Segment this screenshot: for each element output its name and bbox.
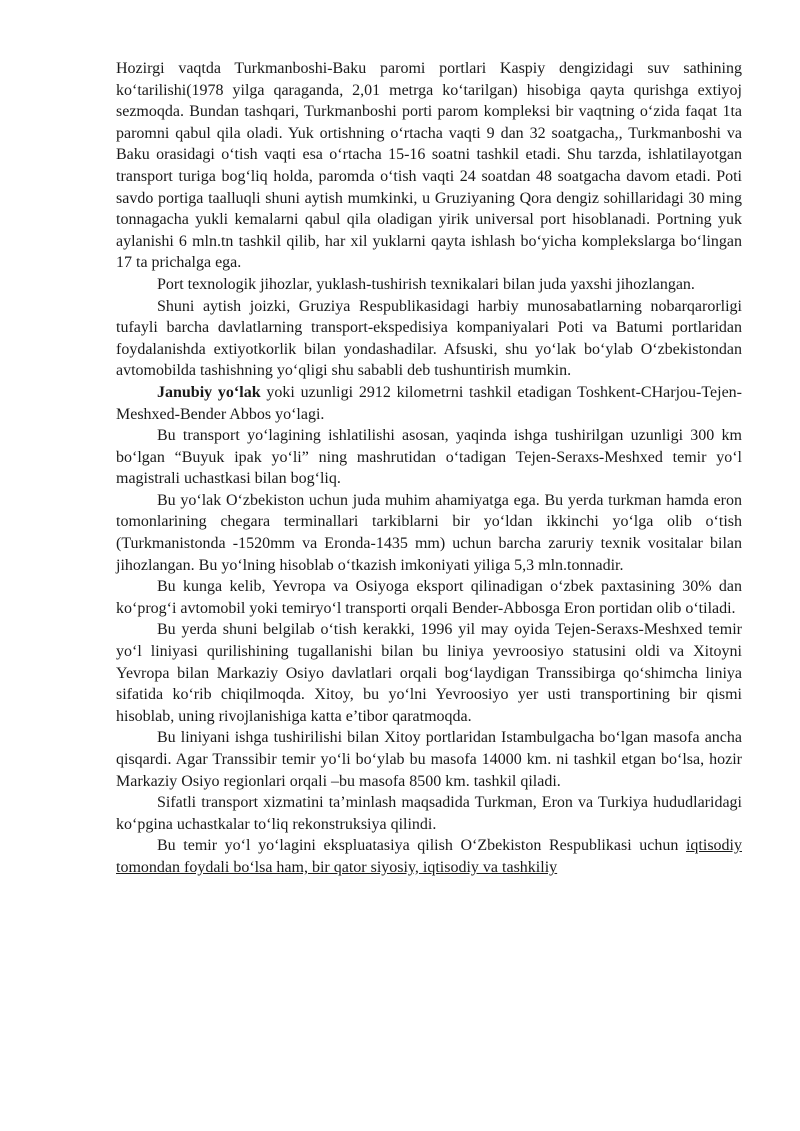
paragraph-5: Bu transport yo‘lagining ishlatilishi asosan, yaqinda ishga tushirilgan uzunligi 300 km bo‘lgan “Buyuk ipak yo‘li” ning mashrutidan o‘tadigan Tejen-Seraxs-Meshxed temir yo‘l magistrali uchastkasi bilan bog‘liq. — [116, 427, 742, 488]
paragraph-2: Port texnologik jihozlar, yuklash-tushirish texnikalari bilan juda yaxshi jihozlangan. — [157, 275, 695, 293]
paragraph-4-text: yoki uzunligi 2912 kilometrni tashkil etadigan Toshkent-CHarjou-Tejen-Meshxed-Bender Abbos yo‘lagi. — [116, 383, 742, 423]
section-heading-southern-corridor: Janubiy yo‘lak — [157, 383, 261, 401]
paragraph-8: Bu yerda shuni belgilab o‘tish kerakki, 1996 yil may oyida Tejen-Seraxs-Meshxed temir yo‘l liniyasi qurilishining tugallanishi bilan bu liniya yevroosiyo statusini oldi va Xitoyni Yevropa bilan Markaziy Osiyo davlatlari orqali bog‘laydigan Transsibirga qo‘shimcha liniya sifatida ko‘rib chiqilmoqda. Xitoy, bu yo‘lni Yevroosiyo yer usti transportining bir qismi hisoblab, uning rivojlanishiga katta e’tibor qaratmoqda. — [116, 621, 742, 725]
paragraph-11 — [116, 835, 742, 878]
paragraph-6: Bu yo‘lak O‘zbekiston uchun juda muhim ahamiyatga ega. Bu yerda turkman hamda eron tomonlarining chegara terminallari tarkiblarni bir yo‘ldan ikkinchi yo‘lga olib o‘tish (Turkmanistonda -1520mm va Eronda-1435 mm) uchun barcha zaruriy texnik vositalar bilan jihozlangan. Bu yo‘lning hisoblab o‘tkazish imkoniyati yiliga 5,3 mln.tonnadir. — [116, 491, 742, 574]
paragraph-10: Sifatli transport xizmatini ta’minlash maqsadida Turkman, Eron va Turkiya hududlaridagi ko‘pgina uchastkalar to‘liq rekonstruksiya qilindi. — [116, 794, 742, 833]
paragraph-11-text: Bu temir yo‘l yo‘lagini ekspluatasiya qilish O‘Zbekiston Respublikasi uchun — [157, 837, 686, 855]
paragraph-3: Shuni aytish joizki, Gruziya Respublikasidagi harbiy munosabatlarning nobarqarorligi tufayli barcha davlatlarning transport-ekspedisiya kompaniyalari Poti va Batumi portlaridan foydalanishda extiyotkorlik bilan yondashadilar. Afsuski, shu yo‘lak bo‘ylab O‘zbekistondan avtomobilda tashishning yo‘qligi shu sababli deb tushuntirish mumkin. — [116, 297, 742, 380]
paragraph-9: Bu liniyani ishga tushirilishi bilan Xitoy portlaridan Istambulgacha bo‘lgan masofa ancha qisqardi. Agar Transsibir temir yo‘li bo‘ylab bu masofa 14000 km. ni tashkil etgan bo‘lsa, hozir Markaziy Osiyo regionlari orqali –bu masofa 8500 km. tashkil qiladi. — [116, 729, 742, 790]
document-page — [116, 58, 742, 879]
paragraph-7: Bu kunga kelib, Yevropa va Osiyoga eksport qilinadigan o‘zbek paxtasining 30% dan ko‘prog‘i avtomobil yoki temiryo‘l transporti orqali Bender-Abbosga Eron portidan olib o‘tiladi. — [116, 578, 742, 617]
paragraph-11-underlined: iqtisodiy tomondan foydali bo‘lsa ham, bir qator siyosiy, iqtisodiy va tashkiliy — [116, 837, 742, 876]
paragraph-4 — [116, 382, 742, 425]
paragraph-1: Hozirgi vaqtda Turkmanboshi-Baku paromi portlari Kaspiy dengizidagi suv sathining ko‘tarilishi(1978 yilga qaraganda, 2,01 metrga ko‘tarilgan) hisobiga qayta qurishga extiyoj sezmoqda. Bundan tashqari, Turkmanboshi porti parom kompleksi bir vaqtning o‘zida faqat 1ta paromni qabul qila oladi. Yuk ortishning o‘rtacha vaqti 9 dan 32 soatgacha,, Turkmanboshi va Baku orasidagi o‘tish vaqti esa o‘rtacha 15-16 soatni tashkil etadi. Shu tarzda, ishlatilayotgan transport turiga bog‘liq holda, paromda o‘tish vaqti 24 soatdan 48 soatgacha davom etadi. Poti savdo portiga taalluqli shuni aytish mumkinki, u Gruziyaning Qora dengiz sohillaridagi 30 ming tonnagacha yukli kemalarni qabul qila oladigan yirik universal port hisoblanadi. Portning yuk aylanishi 6 mln.tn tashkil qilib, har xil yuklarni qayta ishlash bo‘yicha komplekslarga bo‘lingan 17 ta prichalga ega. — [116, 60, 742, 272]
